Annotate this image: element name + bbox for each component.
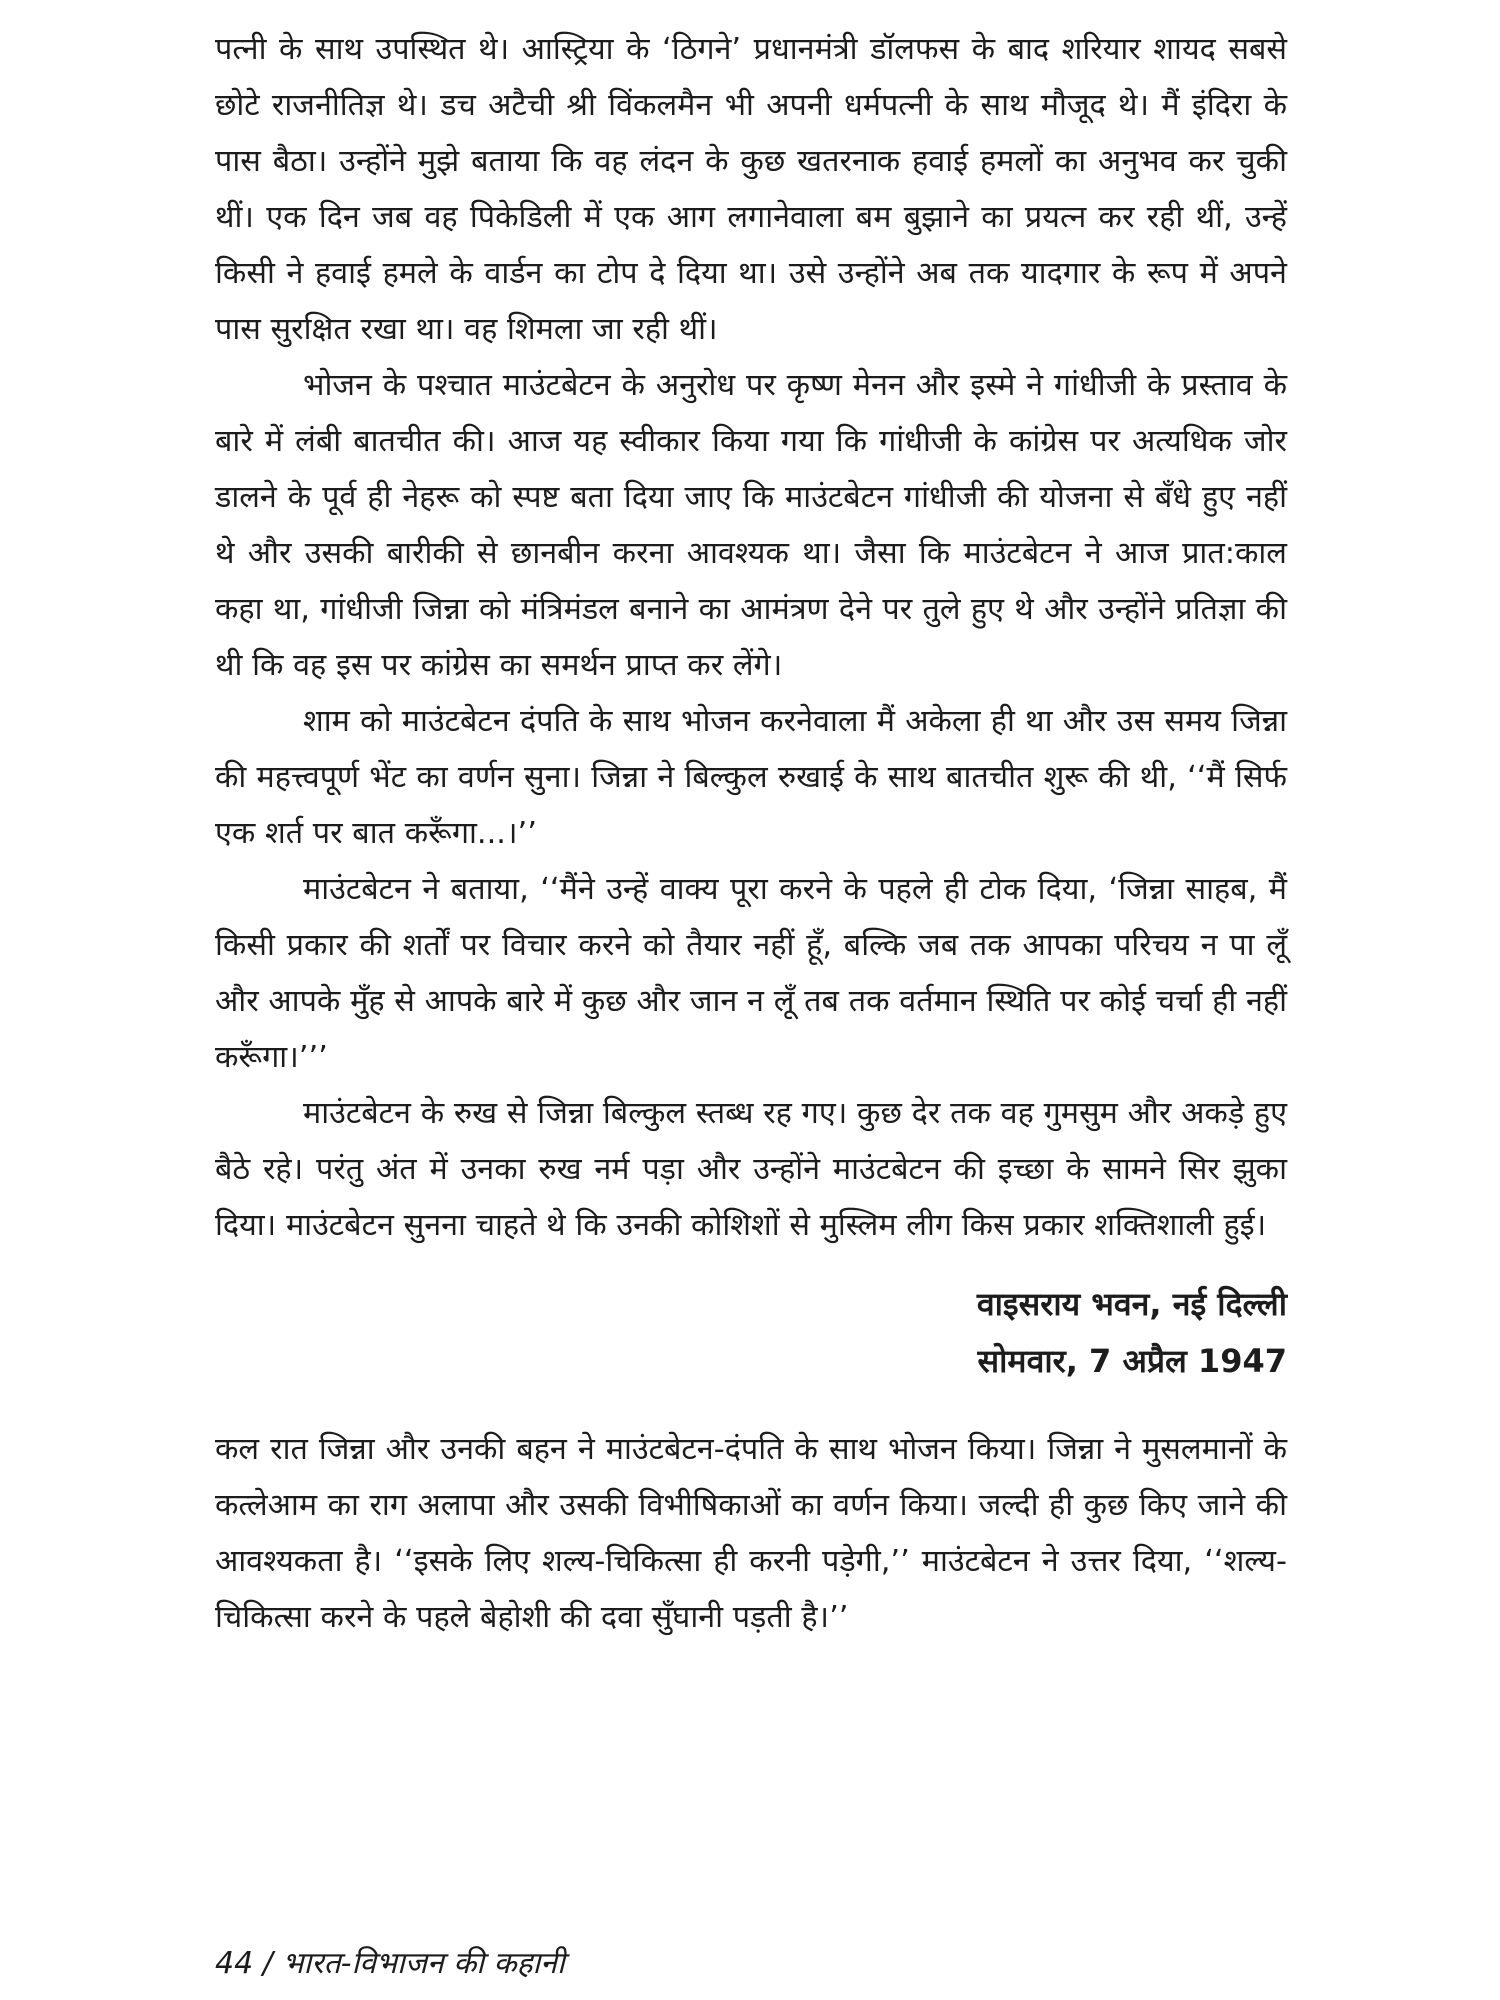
page-number: 44 [215,1946,254,1981]
page-body [215,22,1287,1646]
dateline [215,1276,1287,1390]
paragraph-continuation: पत्नी के साथ उपस्थित थे। आस्ट्रिया के ‘ठिगने’ प्रधानमंत्री डॉलफस के बाद शरियार शायद सबसे छोटे राजनीतिज्ञ थे। डच अटैची श्री विंकलमैन भी अपनी धर्मपत्नी के साथ मौजूद थे। मैं इंदिरा के पास बैठा। उन्होंने मुझे बताया कि वह लंदन के कुछ खतरनाक हवाई हमलों का अनुभव कर चुकी थीं। एक दिन जब वह पिकेडिली में एक आग लगानेवाला बम बुझाने का प्रयत्न कर रही थीं, उन्हें किसी ने हवाई हमले के वार्डन का टोप दे दिया था। उसे उन्होंने अब तक यादगार के रूप में अपने पास सुरक्षित रखा था। वह शिमला जा रही थीं। [215,32,1287,347]
paragraph-evening-dinner: शाम को माउंटबेटन दंपति के साथ भोजन करनेवाला मैं अकेला ही था और उस समय जिन्ना की महत्त्वपूर्ण भेंट का वर्णन सुना। जिन्ना ने बिल्कुल रुखाई के साथ बातचीत शुरू की थी, ‘‘मैं सिर्फ एक शर्त पर बात करूँगा...।’’ [215,704,1287,851]
book-title: भारत-विभाजन की कहानी [282,1946,565,1981]
paragraph-diary-entry: कल रात जिन्ना और उनकी बहन ने माउंटबेटन-दंपति के साथ भोजन किया। जिन्ना ने मुसलमानों के कत्लेआम का राग अलापा और उसकी विभीषिकाओं का वर्णन किया। जल्दी ही कुछ किए जाने की आवश्यकता है। ‘‘इसके लिए शल्य-चिकित्सा ही करनी पड़ेगी,’’ माउंटबेटन ने उत्तर दिया, ‘‘शल्य-चिकित्सा करने के पहले बेहोशी की दवा सुँघानी पड़ती है।’’ [215,1432,1287,1635]
page-footer [215,1944,565,1984]
footer-separator: / [262,1946,273,1981]
paragraph-gandhi-proposal: भोजन के पश्चात माउंटबेटन के अनुरोध पर कृष्ण मेनन और इस्मे ने गांधीजी के प्रस्ताव के बारे में लंबी बातचीत की। आज यह स्वीकार किया गया कि गांधीजी के कांग्रेस पर अत्यधिक जोर डालने के पूर्व ही नेहरू को स्पष्ट बता दिया जाए कि माउंटबेटन गांधीजी की योजना से बँधे हुए नहीं थे और उसकी बारीकी से छानबीन करना आवश्यक था। जैसा कि माउंटबेटन ने आज प्रात:काल कहा था, गांधीजी जिन्ना को मंत्रिमंडल बनाने का आमंत्रण देने पर तुले हुए थे और उन्होंने प्रतिज्ञा की थी कि वह इस पर कांग्रेस का समर्थन प्राप्त कर लेंगे। [215,368,1287,683]
dateline-place: वाइसराय भवन, नई दिल्ली [976,1285,1287,1323]
section-gap [215,1390,1287,1422]
dateline-date: सोमवार, 7 अप्रैल 1947 [977,1342,1287,1380]
paragraph-jinnah-reaction: माउंटबेटन के रुख से जिन्ना बिल्कुल स्तब्ध रह गए। कुछ देर तक वह गुमसुम और अकड़े हुए बैठे रहे। परंतु अंत में उनका रुख नर्म पड़ा और उन्होंने माउंटबेटन की इच्छा के सामने सिर झुका दिया। माउंटबेटन सुनना चाहते थे कि उनकी कोशिशों से मुस्लिम लीग किस प्रकार शक्तिशाली हुई। [215,1096,1287,1243]
paragraph-mountbatten-quote: माउंटबेटन ने बताया, ‘‘मैंने उन्हें वाक्य पूरा करने के पहले ही टोक दिया, ‘जिन्ना साहब, मैं किसी प्रकार की शर्तों पर विचार करने को तैयार नहीं हूँ, बल्कि जब तक आपका परिचय न पा लूँ और आपके मुँह से आपके बारे में कुछ और जान न लूँ तब तक वर्तमान स्थिति पर कोई चर्चा ही नहीं करूँगा।’’’ [215,872,1287,1075]
